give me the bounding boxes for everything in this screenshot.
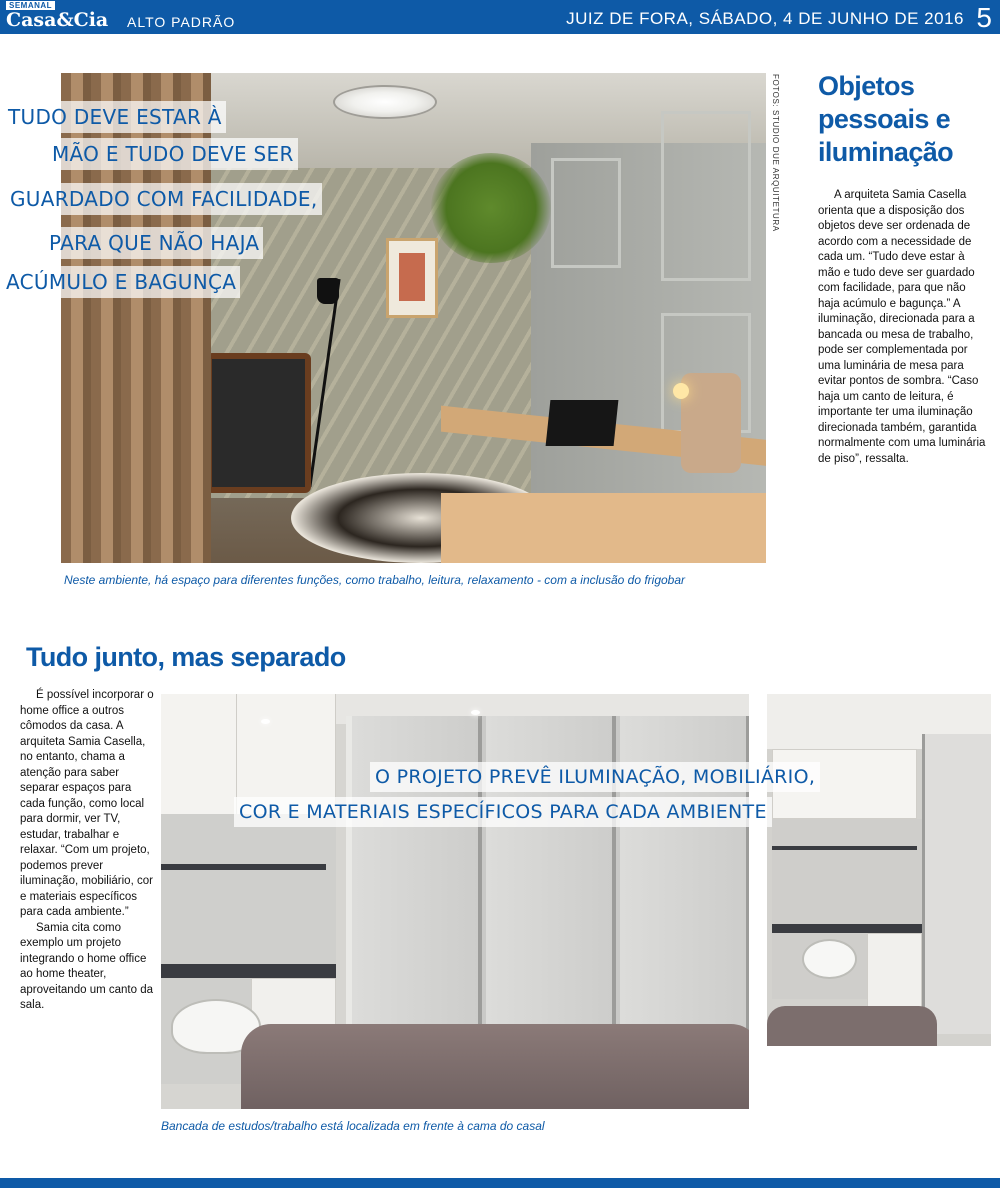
section-body [20,688,155,1014]
pull-quote-line: MÃO E TUDO DEVE SER [48,138,298,170]
drawer-unit [867,933,922,1013]
office-chair [681,373,741,473]
laptop [546,400,619,446]
dateline: JUIZ DE FORA, SÁBADO, 4 DE JUNHO DE 2016 [566,9,964,28]
ceiling-spotlight [261,719,270,724]
pull-quote-line: ACÚMULO E BAGUNÇA [2,266,240,298]
body-paragraph: É possível incorporar o home office a outros cômodos da casa. A arquiteta Samia Casella, no entanto, chama a atenção para saber separar espaços para cada função, como local para dormir, ver TV, estudar, trabalhar e relaxar. “Com um projeto, podemos prever iluminação, mobiliário, cor e materiais específicos para cada ambiente.” [20,689,154,918]
study-desk [772,924,922,933]
pull-quote-line: O PROJETO PREVÊ ILUMINAÇÃO, MOBILIÁRIO, [370,762,820,792]
armchair [206,353,311,493]
bed [241,1024,749,1109]
page-number: 5 [976,2,992,33]
pull-quote-line: COR E MATERIAIS ESPECÍFICOS PARA CADA AMBIENTE [234,797,772,827]
article-headline: Objetos pessoais e iluminação [818,71,954,167]
hanging-plant [431,153,551,263]
photo-caption: Neste ambiente, há espaço para diferentes funções, como trabalho, leitura, relaxamento - com a inclusão do frigobar [64,573,686,587]
body-paragraph: Samia cita como exemplo um projeto integrando o home office ao home theater, aproveitando um canto da sala. [20,921,153,1011]
wall-shelf [772,846,917,850]
photo-caption: Bancada de estudos/trabalho está localizada em frente à cama do casal [161,1119,545,1133]
pull-quote-line: GUARDADO COM FACILIDADE, [6,183,322,215]
desk-front [441,493,766,563]
footer-bar [0,1178,1000,1188]
brand-name: Casa&Cia [6,9,109,31]
upper-cabinets [161,694,336,814]
section-headline: Tudo junto, mas separado [26,642,346,672]
edition-tag: SEMANAL [6,1,55,10]
wall-picture [386,238,438,318]
bedroom-photo [161,694,749,1109]
bed [767,1006,937,1046]
desk-chair [802,939,857,979]
wall-molding [661,111,751,281]
section-name: ALTO PADRÃO [127,14,236,30]
pull-quote-line: PARA QUE NÃO HAJA [45,227,263,259]
study-desk [161,964,336,978]
article-body [818,188,986,467]
wardrobe [922,734,991,1034]
wall-shelf [161,864,326,870]
photo-credit: FOTOS: STUDIO DUE ARQUITETURA [771,74,780,232]
wall-molding [551,158,621,268]
article-paragraph: A arquiteta Samia Casella orienta que a disposição dos objetos deve ser ordenada de acordo com a necessidade de cada um. “Tudo deve estar à mão e tudo deve ser guardado com facilidade, para que não haja acúmulo e bagunça.” A iluminação, direcionada para a bancada ou mesa de trabalho, pode ser complementada por uma luminária de mesa para evitar pontos de sombra. “Caso haja um canto de leitura, é importante ter uma iluminação direcionada também, garantida normalmente com uma luminária de piso”, ressalta. [818,189,986,465]
pull-quote-line: TUDO DEVE ESTAR À [4,101,226,133]
bedroom-photo-detail [767,694,991,1046]
header-bar [0,0,1000,34]
floor-lamp-shade [317,278,339,304]
ceiling-lamp [333,85,437,119]
ceiling-spotlight [471,710,480,715]
desk-lamp [673,383,689,399]
